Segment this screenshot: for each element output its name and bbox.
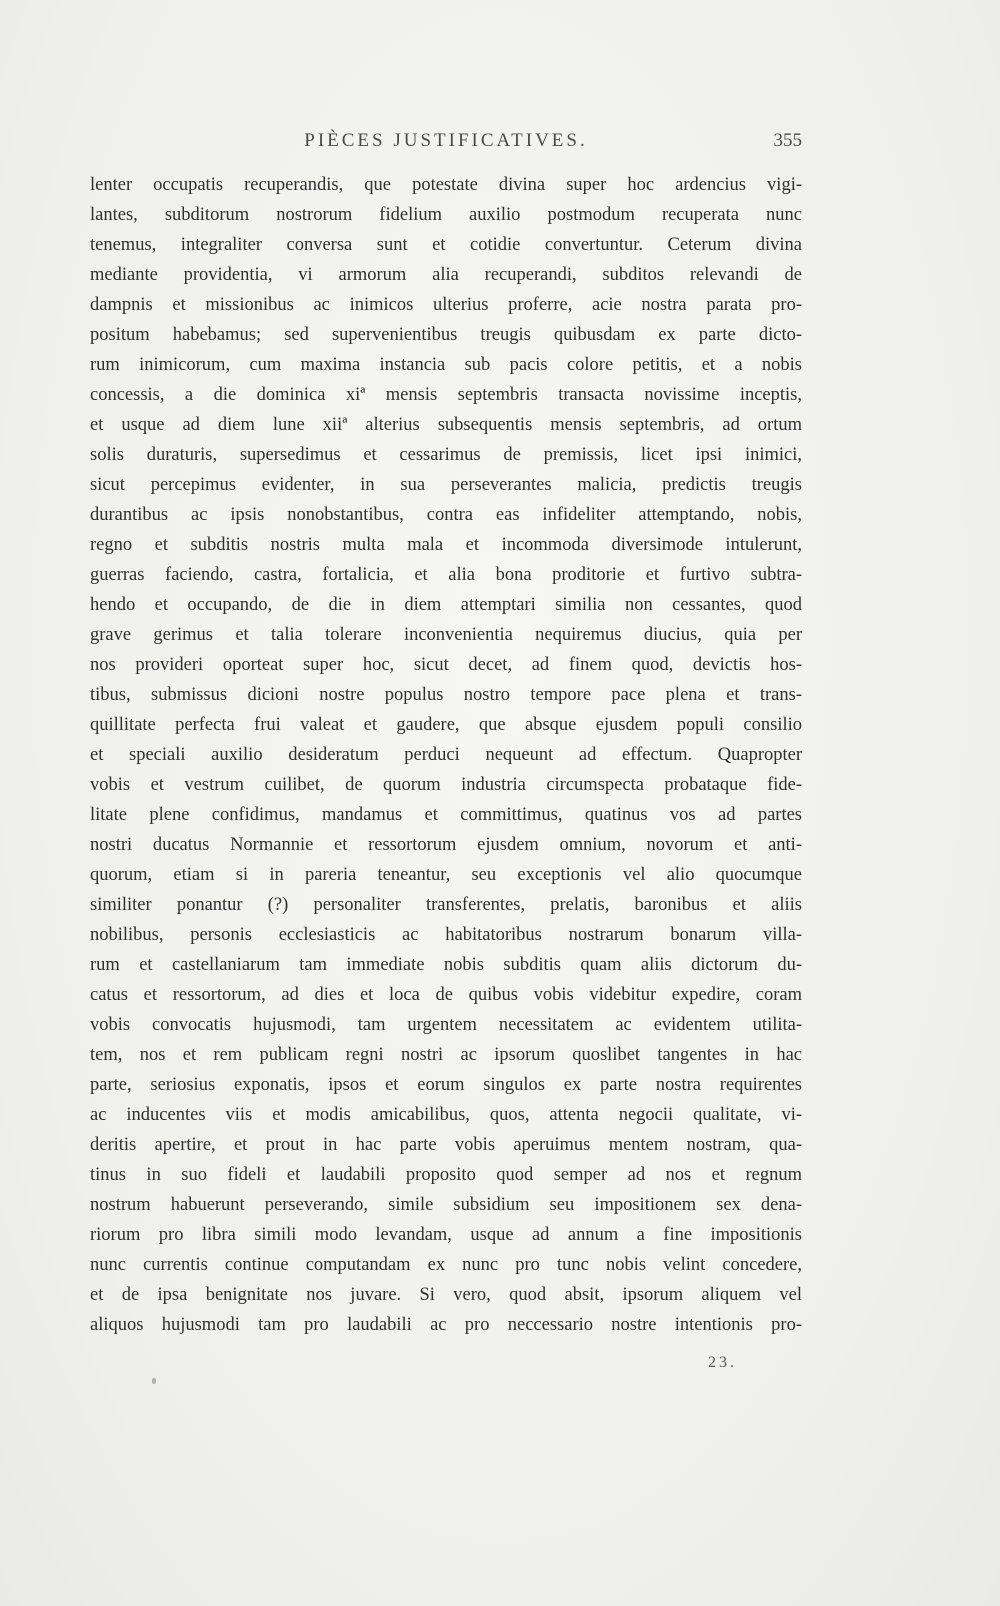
text-line: litate plene confidimus, mandamus et committimus, quatinus vos ad partes [90, 805, 802, 825]
text-line: guerras faciendo, castra, fortalicia, et alia bona proditorie et furtivo subtra- [90, 565, 802, 585]
text-line: deritis apertire, et prout in hac parte vobis aperuimus mentem nostram, qua- [90, 1135, 802, 1155]
text-line: lenter occupatis recuperandis, que potestate divina super hoc ardencius vigi- [90, 175, 802, 195]
text-line: regno et subditis nostris multa mala et incommoda diversimode intulerunt, [90, 535, 802, 555]
text-line: tinus in suo fideli et laudabili proposito quod semper ad nos et regnum [90, 1165, 802, 1185]
text-line: catus et ressortorum, ad dies et loca de quibus vobis videbitur expedire, coram [90, 985, 802, 1005]
running-title: PIÈCES JUSTIFICATIVES. [304, 130, 588, 151]
text-line: vobis et vestrum cuilibet, de quorum industria circumspecta probataque fide- [90, 775, 802, 795]
text-line: nos provideri oporteat super hoc, sicut decet, ad finem quod, devictis hos- [90, 655, 802, 675]
text-line: parte, seriosius exponatis, ipsos et eorum singulos ex parte nostra requirentes [90, 1075, 802, 1095]
running-head [90, 130, 802, 160]
text-line: solis duraturis, supersedimus et cessarimus de premissis, licet ipsi inimici, [90, 445, 802, 465]
text-line: similiter ponantur (?) personaliter transferentes, prelatis, baronibus et aliis [90, 895, 802, 915]
text-line: positum habebamus; sed supervenientibus treugis quibusdam ex parte dicto- [90, 325, 802, 345]
text-line: et speciali auxilio desideratum perduci nequeunt ad effectum. Quapropter [90, 745, 802, 765]
text-line: grave gerimus et talia tolerare inconvenientia nequiremus diucius, quia per [90, 625, 802, 645]
text-line: ac inducentes viis et modis amicabilibus, quos, attenta negocii qualitate, vi- [90, 1105, 802, 1125]
text-line: aliquos hujusmodi tam pro laudabili ac pro neccessario nostre intentionis pro- [90, 1315, 802, 1335]
text-line: nostrum habuerunt perseverando, simile subsidium seu impositionem sex dena- [90, 1195, 802, 1215]
text-line: quorum, etiam si in pareria teneantur, seu exceptionis vel alio quocumque [90, 865, 802, 885]
text-line: riorum pro libra simili modo levandam, usque ad annum a fine impositionis [90, 1225, 802, 1245]
page-number: 355 [773, 130, 802, 151]
text-line: sicut percepimus evidenter, in sua perseverantes malicia, predictis treugis [90, 475, 802, 495]
text-line: et usque ad diem lune xiiª alterius subsequentis mensis septembris, ad ortum [90, 415, 802, 435]
text-line: rum inimicorum, cum maxima instancia sub pacis colore petitis, et a nobis [90, 355, 802, 375]
text-line: tenemus, integraliter conversa sunt et cotidie convertuntur. Ceterum divina [90, 235, 802, 255]
text-line: concessis, a die dominica xiª mensis septembris transacta novissime inceptis, [90, 385, 802, 405]
text-line: tem, nos et rem publicam regni nostri ac ipsorum quoslibet tangentes in hac [90, 1045, 802, 1065]
text-line: et de ipsa benignitate nos juvare. Si vero, quod absit, ipsorum aliquem vel [90, 1285, 802, 1305]
text-line: nobilibus, personis ecclesiasticis ac habitatoribus nostrarum bonarum villa- [90, 925, 802, 945]
paper-speck [152, 1378, 156, 1384]
text-line: lantes, subditorum nostrorum fidelium auxilio postmodum recuperata nunc [90, 205, 802, 225]
text-line: tibus, submissus dicioni nostre populus nostro tempore pace plena et trans- [90, 685, 802, 705]
text-line: vobis convocatis hujusmodi, tam urgentem necessitatem ac evidentem utilita- [90, 1015, 802, 1035]
body-text [90, 170, 802, 1340]
text-line: mediante providentia, vi armorum alia recuperandi, subditos relevandi de [90, 265, 802, 285]
text-line: nostri ducatus Normannie et ressortorum ejusdem omnium, novorum et anti- [90, 835, 802, 855]
signature-mark: 23. [708, 1354, 737, 1371]
text-line: quillitate perfecta frui valeat et gaudere, que absque ejusdem populi consilio [90, 715, 802, 735]
text-line: rum et castellaniarum tam immediate nobis subditis quam aliis dictorum du- [90, 955, 802, 975]
text-line: nunc currentis continue computandam ex nunc pro tunc nobis velint concedere, [90, 1255, 802, 1275]
text-line: durantibus ac ipsis nonobstantibus, contra eas infideliter attemptando, nobis, [90, 505, 802, 525]
text-line: hendo et occupando, de die in diem attemptari similia non cessantes, quod [90, 595, 802, 615]
text-line: dampnis et missionibus ac inimicos ulterius proferre, acie nostra parata pro- [90, 295, 802, 315]
